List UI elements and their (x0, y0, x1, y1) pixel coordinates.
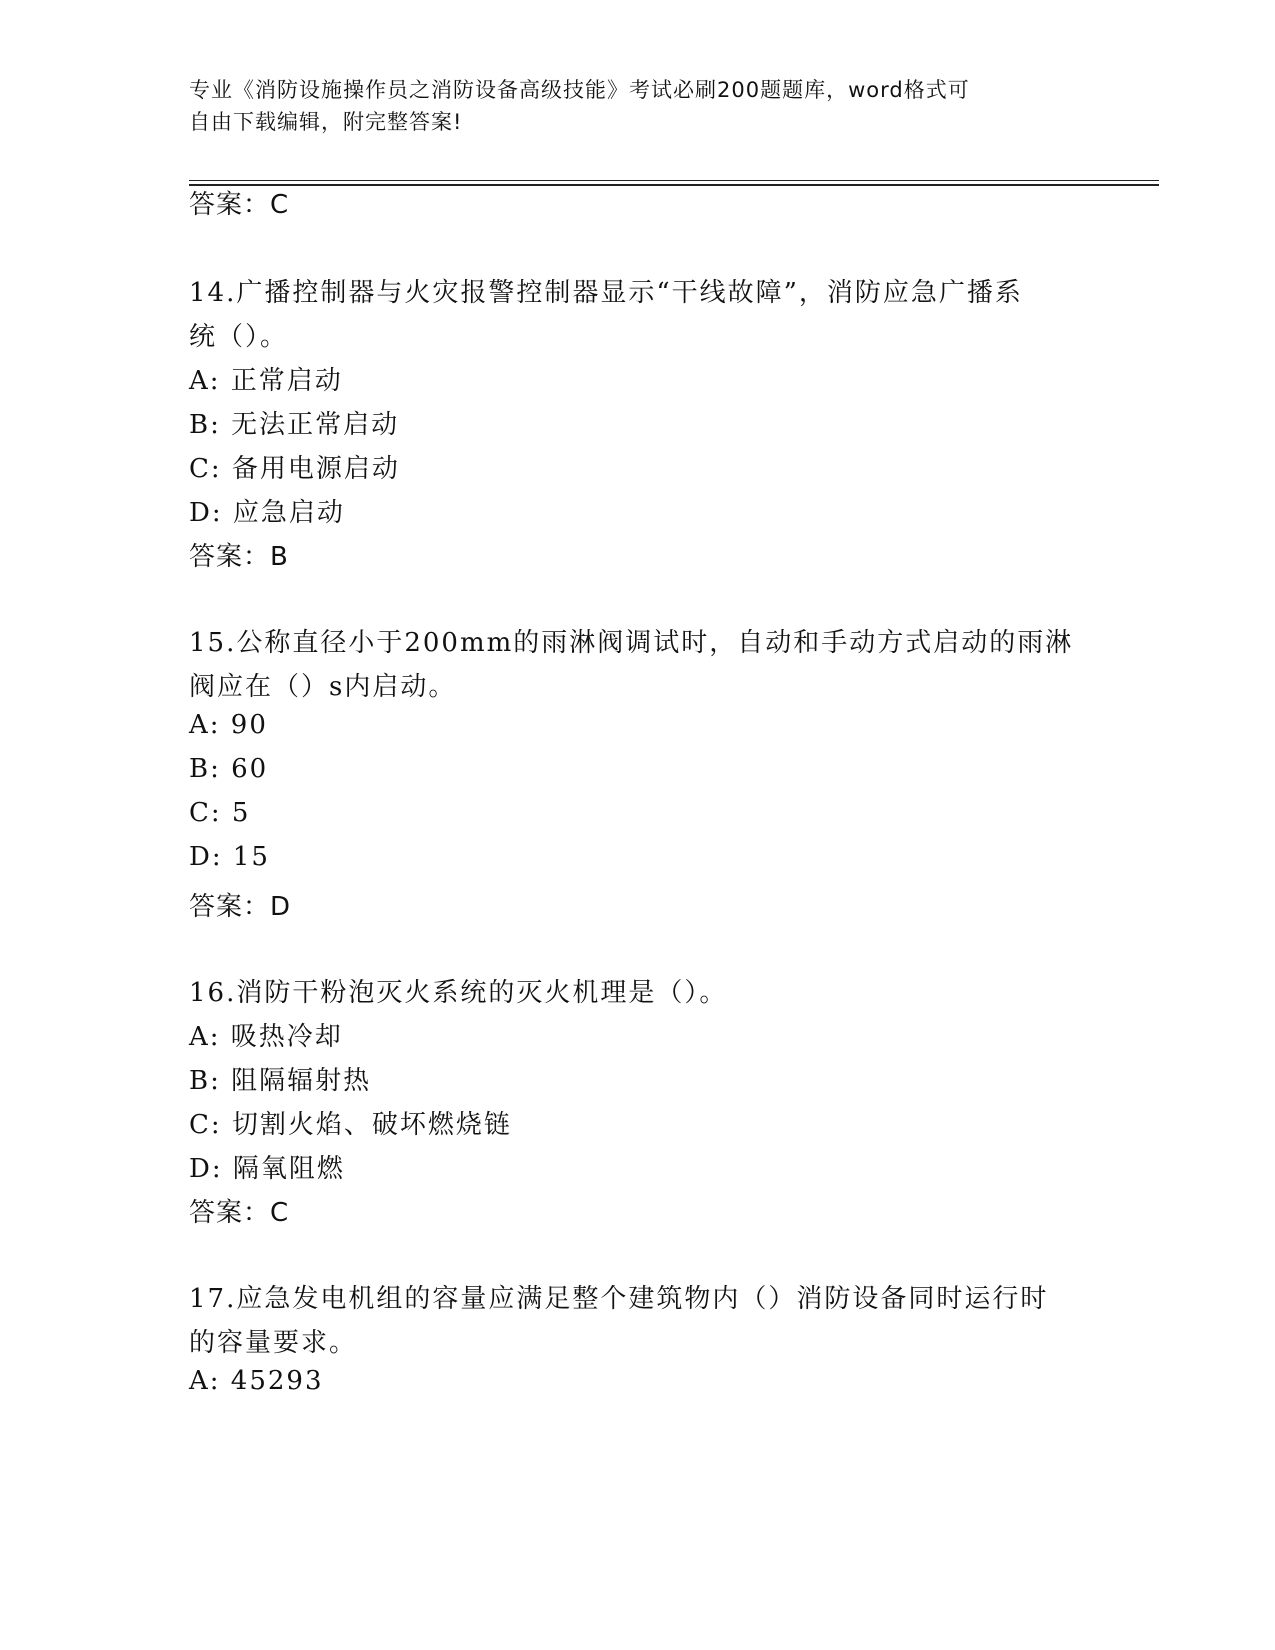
question-15-option-b: B: 60 (189, 754, 269, 784)
question-14-answer: 答案：B (189, 542, 289, 572)
header-divider-thick (189, 184, 1159, 186)
header-divider-thin (189, 180, 1159, 181)
question-16-answer: 答案：C (189, 1198, 290, 1228)
header-line-2: 自由下载编辑，附完整答案! (189, 110, 463, 134)
question-14-option-d: D: 应急启动 (189, 498, 345, 528)
question-16-stem-line-1: 16.消防干粉泡灭火系统的灭火机理是（）。 (189, 978, 728, 1008)
question-16-option-a: A: 吸热冷却 (189, 1022, 343, 1052)
question-15-option-a: A: 90 (189, 710, 268, 740)
previous-answer: 答案：C (189, 190, 290, 220)
question-15-option-c: C: 5 (189, 798, 251, 828)
question-15-stem-line-2: 阀应在（）s内启动。 (189, 672, 457, 702)
question-14-option-c: C: 备用电源启动 (189, 454, 400, 484)
question-14-option-b: B: 无法正常启动 (189, 410, 400, 440)
question-17-stem-line-2: 的容量要求。 (189, 1328, 358, 1358)
header-line-1: 专业《消防设施操作员之消防设备高级技能》考试必刷200题题库，word格式可 (189, 78, 970, 102)
question-14-stem-line-1: 14.广播控制器与火灾报警控制器显示“干线故障”，消防应急广播系 (189, 278, 1023, 308)
question-16-option-b: B: 阻隔辐射热 (189, 1066, 372, 1096)
question-14-stem-line-2: 统（）。 (189, 322, 289, 352)
question-14-option-a: A: 正常启动 (189, 366, 343, 396)
question-15-stem-line-1: 15.公称直径小于200mm的雨淋阀调试时，自动和手动方式启动的雨淋 (189, 628, 1074, 658)
question-16-option-d: D: 隔氧阻燃 (189, 1154, 345, 1184)
question-17-option-a: A: 45293 (189, 1366, 324, 1396)
question-15-answer: 答案：D (189, 892, 292, 922)
question-17-stem-line-1: 17.应急发电机组的容量应满足整个建筑物内（）消防设备同时运行时 (189, 1284, 1049, 1314)
question-16-option-c: C: 切割火焰、破坏燃烧链 (189, 1110, 512, 1140)
document-header (189, 74, 1089, 138)
question-15-option-d: D: 15 (189, 842, 270, 872)
